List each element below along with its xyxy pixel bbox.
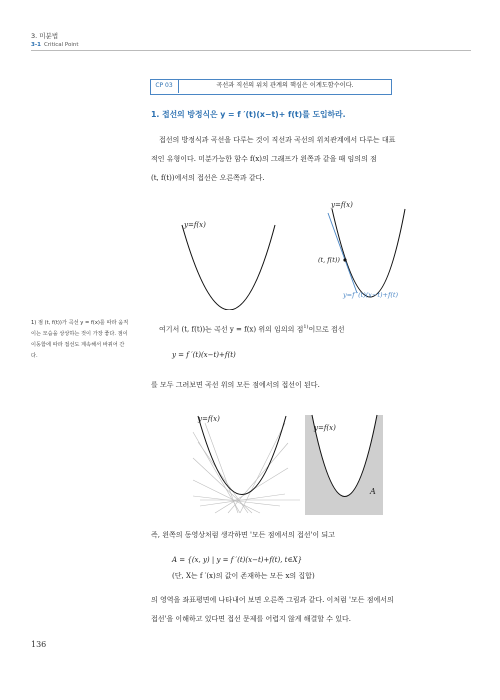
- tangent-lines: [193, 423, 300, 513]
- paragraph-2: [151, 318, 471, 339]
- chapter-title: 3. 미분법: [31, 32, 59, 40]
- sidenote: 1) 점 (t, f(t))가 곡선 y = f(x)를 따라 움직이는 모습을 상상하는 것이 가장 좋다. 점이 이동함에 따라 접선도 계속해서 바뀌어 간다.: [31, 320, 129, 359]
- tangent-label: y=f ′(t)(x−t)+f(t): [343, 291, 399, 299]
- set-note: (단, X는 f ′(x)의 값이 존재하는 모든 x의 집합): [172, 572, 315, 580]
- tangent-line: [328, 213, 357, 293]
- paragraph-line: (t, f(t))에서의 접선은 오른쪽과 같다.: [151, 174, 265, 182]
- paragraph-line: 여기서 (t, f(t))는 곡선 y = f(x) 위의 임의의 점$^{1)}$이므로 접선: [159, 324, 345, 334]
- tangent-point: [343, 258, 346, 261]
- section-heading: 1. 접선의 방정식은 y = f ′(t)(x−t)+ f(t)를 도입하라.: [151, 110, 346, 119]
- subchapter-tag: 3-1: [31, 42, 41, 48]
- curve-label-right: y=f(x): [314, 424, 336, 432]
- paragraph-line: 적인 유형이다. 미분가능한 함수 f(x)의 그래프가 왼쪽과 같을 때 임의의 점: [151, 155, 377, 163]
- tangent-formula: y = f ′(t)(x−t)+f(t): [172, 351, 236, 359]
- figure-1: [150, 195, 480, 310]
- paragraph-line: 를 모두 그려보면 곡선 위의 모든 점에서의 접선이 된다.: [151, 381, 320, 389]
- point-label: (t, f(t)): [318, 256, 340, 264]
- cp-label: CP 03: [150, 79, 179, 93]
- header-divider: [31, 50, 471, 51]
- curve-label-left: y=f(x): [198, 415, 220, 423]
- cp-title: 곡선과 직선의 위치 관계의 핵심은 이계도함수이다.: [216, 82, 354, 89]
- paragraph-line: 접선의 방정식과 곡선을 다루는 것이 직선과 곡선의 위치관계에서 다루는 대표: [159, 136, 396, 144]
- set-formula: A = {(x, y) | y = f ′(t)(x−t)+f(t), t∈X}: [172, 556, 303, 564]
- subchapter-title: Critical Point: [43, 42, 79, 48]
- page-number: 136: [31, 640, 47, 649]
- paragraph-1: [151, 131, 471, 188]
- curve-label-left: y=f(x): [184, 221, 206, 229]
- curve-label-right: y=f(x): [331, 201, 353, 209]
- paragraph-3: [151, 591, 471, 629]
- paragraph-line: 즉, 왼쪽의 동영상처럼 생각하면 '모든 점에서의 접선'이 되고: [151, 531, 335, 539]
- figure-2: [190, 408, 390, 518]
- parabola-tangents: [198, 416, 286, 495]
- region-label: A: [370, 487, 376, 496]
- parabola-left: [182, 225, 275, 310]
- paragraph-line: 의 영역을 좌표평면에 나타내어 보면 오른쪽 그림과 같다. 이처럼 '모든 점에서의: [151, 596, 394, 604]
- footnote-ref: 1): [303, 324, 309, 330]
- paragraph-line: 접선'을 이해하고 있다면 접선 문제를 어렵지 않게 해결할 수 있다.: [151, 615, 351, 623]
- subchapter: [31, 42, 79, 48]
